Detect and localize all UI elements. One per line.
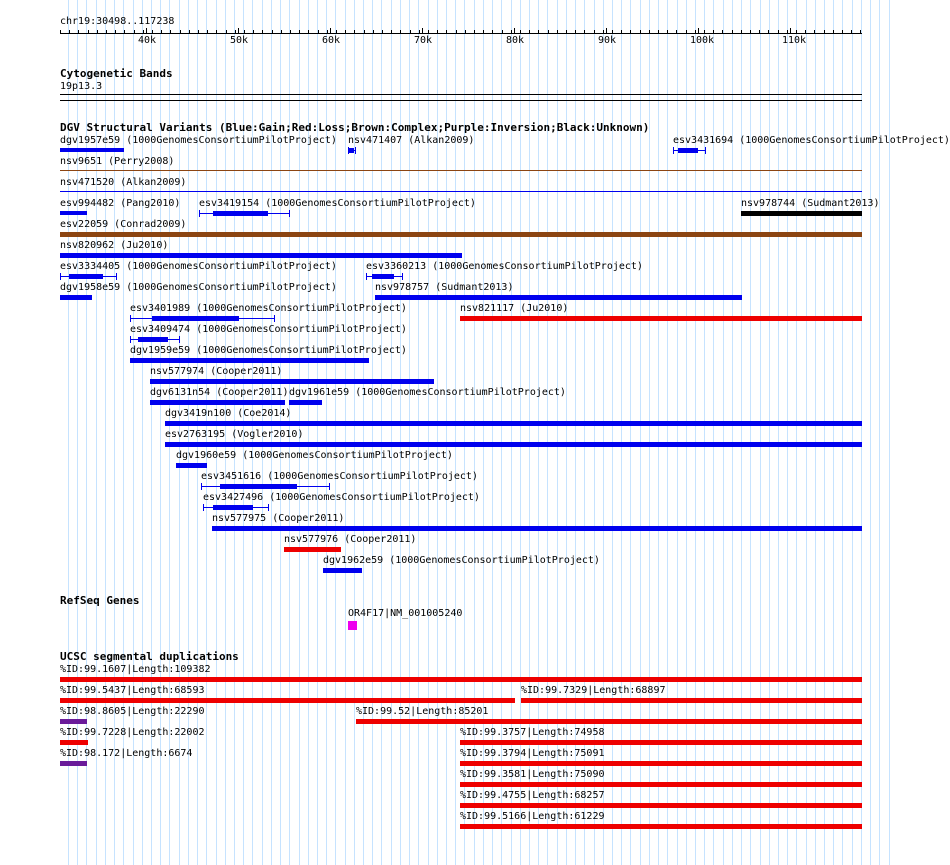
dgv-feature-label[interactable]: dgv1958e59 (1000GenomesConsortiumPilotProject) xyxy=(60,282,337,293)
segdup-feature-bar[interactable] xyxy=(460,740,862,745)
dgv-feature-bar[interactable] xyxy=(69,274,103,279)
dgv-feature-label[interactable]: dgv6131n54 (Cooper2011) xyxy=(150,387,289,398)
ruler-tick-label: 80k xyxy=(506,35,525,46)
dgv-feature-label[interactable]: nsv9651 (Perry2008) xyxy=(60,156,175,167)
segdup-feature-bar[interactable] xyxy=(60,698,515,703)
segdup-feature-bar[interactable] xyxy=(460,782,862,787)
dgv-feature-whisker-cap[interactable] xyxy=(130,315,131,322)
dgv-feature-whisker-cap[interactable] xyxy=(179,336,180,343)
dgv-feature-label[interactable]: esv3409474 (1000GenomesConsortiumPilotProject) xyxy=(130,324,407,335)
segdup-feature-label[interactable]: %ID:99.1607|Length:109382 xyxy=(60,664,211,675)
dgv-feature-label[interactable]: esv22059 (Conrad2009) xyxy=(60,219,187,230)
dgv-feature-label[interactable]: nsv471407 (Alkan2009) xyxy=(348,135,475,146)
segdup-feature-bar[interactable] xyxy=(356,719,862,724)
segdup-feature-bar[interactable] xyxy=(60,761,87,766)
dgv-feature-bar[interactable] xyxy=(60,232,862,237)
dgv-feature-label[interactable]: nsv577976 (Cooper2011) xyxy=(284,534,417,545)
dgv-feature-bar[interactable] xyxy=(375,295,742,300)
ruler-tick-label: 50k xyxy=(230,35,249,46)
ruler-tick-label: 70k xyxy=(414,35,433,46)
segdup-feature-label[interactable]: %ID:99.52|Length:85201 xyxy=(356,706,489,717)
segdup-feature-label[interactable]: %ID:98.172|Length:6674 xyxy=(60,748,193,759)
ruler-tick-label: 60k xyxy=(322,35,341,46)
segdup-feature-label[interactable]: %ID:98.8605|Length:22290 xyxy=(60,706,205,717)
dgv-feature-whisker-cap[interactable] xyxy=(130,336,131,343)
segdup-track-title[interactable]: UCSC segmental duplications xyxy=(60,650,239,663)
ruler-tick-label: 110k xyxy=(782,35,807,46)
dgv-feature-bar[interactable] xyxy=(150,379,434,384)
dgv-feature-label[interactable]: dgv1961e59 (1000GenomesConsortiumPilotProject) xyxy=(289,387,566,398)
dgv-feature-label[interactable]: dgv1959e59 (1000GenomesConsortiumPilotProject) xyxy=(130,345,407,356)
dgv-feature-bar[interactable] xyxy=(284,547,341,552)
dgv-feature-bar[interactable] xyxy=(60,295,92,300)
dgv-feature-bar[interactable] xyxy=(213,505,253,510)
dgv-feature-whisker-cap[interactable] xyxy=(329,483,330,490)
dgv-feature-label[interactable]: nsv978744 (Sudmant2013) xyxy=(741,198,880,209)
dgv-feature-bar[interactable] xyxy=(152,316,239,321)
dgv-feature-whisker-cap[interactable] xyxy=(705,147,706,154)
segdup-feature-label[interactable]: %ID:99.5437|Length:68593 xyxy=(60,685,205,696)
cyto-track-title[interactable]: Cytogenetic Bands xyxy=(60,67,173,80)
dgv-feature-label[interactable]: dgv1957e59 (1000GenomesConsortiumPilotProject) xyxy=(60,135,337,146)
segdup-feature-label[interactable]: %ID:99.5166|Length:61229 xyxy=(460,811,605,822)
dgv-feature-whisker-cap[interactable] xyxy=(116,273,117,280)
dgv-feature-whisker-cap[interactable] xyxy=(201,483,202,490)
segdup-feature-bar[interactable] xyxy=(60,677,862,682)
dgv-feature-bar[interactable] xyxy=(176,463,207,468)
segdup-feature-bar[interactable] xyxy=(60,719,87,724)
region-label: chr19:30498..117238 xyxy=(60,16,175,27)
dgv-feature-whisker-cap[interactable] xyxy=(60,273,61,280)
dgv-feature-whisker-cap[interactable] xyxy=(366,273,367,280)
dgv-feature-label[interactable]: nsv821117 (Ju2010) xyxy=(460,303,569,314)
dgv-feature-bar[interactable] xyxy=(289,400,322,405)
dgv-feature-label[interactable]: esv3419154 (1000GenomesConsortiumPilotProject) xyxy=(199,198,476,209)
segdup-feature-label[interactable]: %ID:99.3794|Length:75091 xyxy=(460,748,605,759)
dgv-feature-bar[interactable] xyxy=(678,148,698,153)
dgv-feature-label[interactable]: esv3360213 (1000GenomesConsortiumPilotProject) xyxy=(366,261,643,272)
dgv-feature-label[interactable]: nsv577974 (Cooper2011) xyxy=(150,366,283,377)
dgv-feature-bar[interactable] xyxy=(130,358,369,363)
dgv-feature-label[interactable]: esv994482 (Pang2010) xyxy=(60,198,181,209)
dgv-feature-bar[interactable] xyxy=(213,211,268,216)
dgv-feature-bar[interactable] xyxy=(150,400,285,405)
cyto-band-bar-top[interactable] xyxy=(60,94,862,95)
dgv-feature-label[interactable]: nsv577975 (Cooper2011) xyxy=(212,513,345,524)
dgv-feature-bar[interactable] xyxy=(323,568,362,573)
dgv-feature-whisker-cap[interactable] xyxy=(289,210,290,217)
segdup-feature-bar[interactable] xyxy=(60,740,88,745)
dgv-feature-bar[interactable] xyxy=(349,148,354,153)
segdup-feature-bar[interactable] xyxy=(460,761,862,766)
segdup-feature-bar[interactable] xyxy=(460,803,862,808)
ruler-tick-label: 40k xyxy=(138,35,157,46)
dgv-feature-bar[interactable] xyxy=(741,211,862,216)
dgv-feature-label[interactable]: esv3451616 (1000GenomesConsortiumPilotProject) xyxy=(201,471,478,482)
dgv-feature-bar[interactable] xyxy=(138,337,168,342)
dgv-feature-label[interactable]: nsv471520 (Alkan2009) xyxy=(60,177,187,188)
dgv-feature-whisker-cap[interactable] xyxy=(402,273,403,280)
segdup-feature-label[interactable]: %ID:99.4755|Length:68257 xyxy=(460,790,605,801)
dgv-feature-bar[interactable] xyxy=(220,484,297,489)
dgv-feature-label[interactable]: esv3401989 (1000GenomesConsortiumPilotProject) xyxy=(130,303,407,314)
dgv-feature-whisker-cap[interactable] xyxy=(203,504,204,511)
dgv-feature-label[interactable]: esv2763195 (Vogler2010) xyxy=(165,429,304,440)
segdup-feature-label[interactable]: %ID:99.3581|Length:75090 xyxy=(460,769,605,780)
segdup-feature-label[interactable]: %ID:99.3757|Length:74958 xyxy=(460,727,605,738)
refseq-gene-label[interactable]: OR4F17|NM_001005240 xyxy=(348,608,463,619)
segdup-feature-label[interactable]: %ID:99.7228|Length:22002 xyxy=(60,727,205,738)
dgv-feature-label[interactable]: nsv978757 (Sudmant2013) xyxy=(375,282,514,293)
segdup-feature-label[interactable]: %ID:99.7329|Length:68897 xyxy=(521,685,666,696)
dgv-feature-label[interactable]: esv3334405 (1000GenomesConsortiumPilotProject) xyxy=(60,261,337,272)
cyto-band-bar-bottom xyxy=(60,100,862,101)
dgv-track-title[interactable]: DGV Structural Variants (Blue:Gain;Red:Loss;Brown:Complex;Purple:Inversion;Black:Unknown) xyxy=(60,121,650,134)
dgv-feature-label[interactable]: esv3427496 (1000GenomesConsortiumPilotProject) xyxy=(203,492,480,503)
dgv-feature-whisker-cap[interactable] xyxy=(673,147,674,154)
dgv-feature-line[interactable] xyxy=(60,191,862,192)
segdup-feature-bar[interactable] xyxy=(460,824,862,829)
dgv-feature-whisker-cap[interactable] xyxy=(199,210,200,217)
dgv-feature-whisker-cap[interactable] xyxy=(274,315,275,322)
dgv-feature-label[interactable]: esv3431694 (1000GenomesConsortiumPilotProject) xyxy=(673,135,950,146)
dgv-feature-whisker-cap[interactable] xyxy=(355,147,356,154)
dgv-feature-bar[interactable] xyxy=(460,316,862,321)
dgv-feature-line[interactable] xyxy=(60,170,862,171)
dgv-feature-bar[interactable] xyxy=(165,421,862,426)
dgv-feature-label[interactable]: dgv1962e59 (1000GenomesConsortiumPilotProject) xyxy=(323,555,600,566)
segdup-feature-bar[interactable] xyxy=(521,698,862,703)
refseq-track-title[interactable]: RefSeq Genes xyxy=(60,594,140,607)
dgv-feature-bar[interactable] xyxy=(60,211,87,215)
dgv-feature-whisker-cap[interactable] xyxy=(268,504,269,511)
dgv-feature-bar[interactable] xyxy=(60,253,462,258)
dgv-feature-label[interactable]: nsv820962 (Ju2010) xyxy=(60,240,169,251)
ruler-tick-label: 100k xyxy=(690,35,715,46)
ruler-tick-label: 90k xyxy=(598,35,617,46)
dgv-feature-bar[interactable] xyxy=(372,274,394,279)
dgv-feature-bar[interactable] xyxy=(60,148,124,152)
dgv-feature-label[interactable]: dgv3419n100 (Coe2014) xyxy=(165,408,292,419)
cyto-band-label: 19p13.3 xyxy=(60,81,103,92)
dgv-feature-bar[interactable] xyxy=(165,442,862,447)
dgv-feature-bar[interactable] xyxy=(212,526,862,531)
refseq-gene-bar[interactable] xyxy=(348,621,357,630)
dgv-feature-label[interactable]: dgv1960e59 (1000GenomesConsortiumPilotProject) xyxy=(176,450,453,461)
